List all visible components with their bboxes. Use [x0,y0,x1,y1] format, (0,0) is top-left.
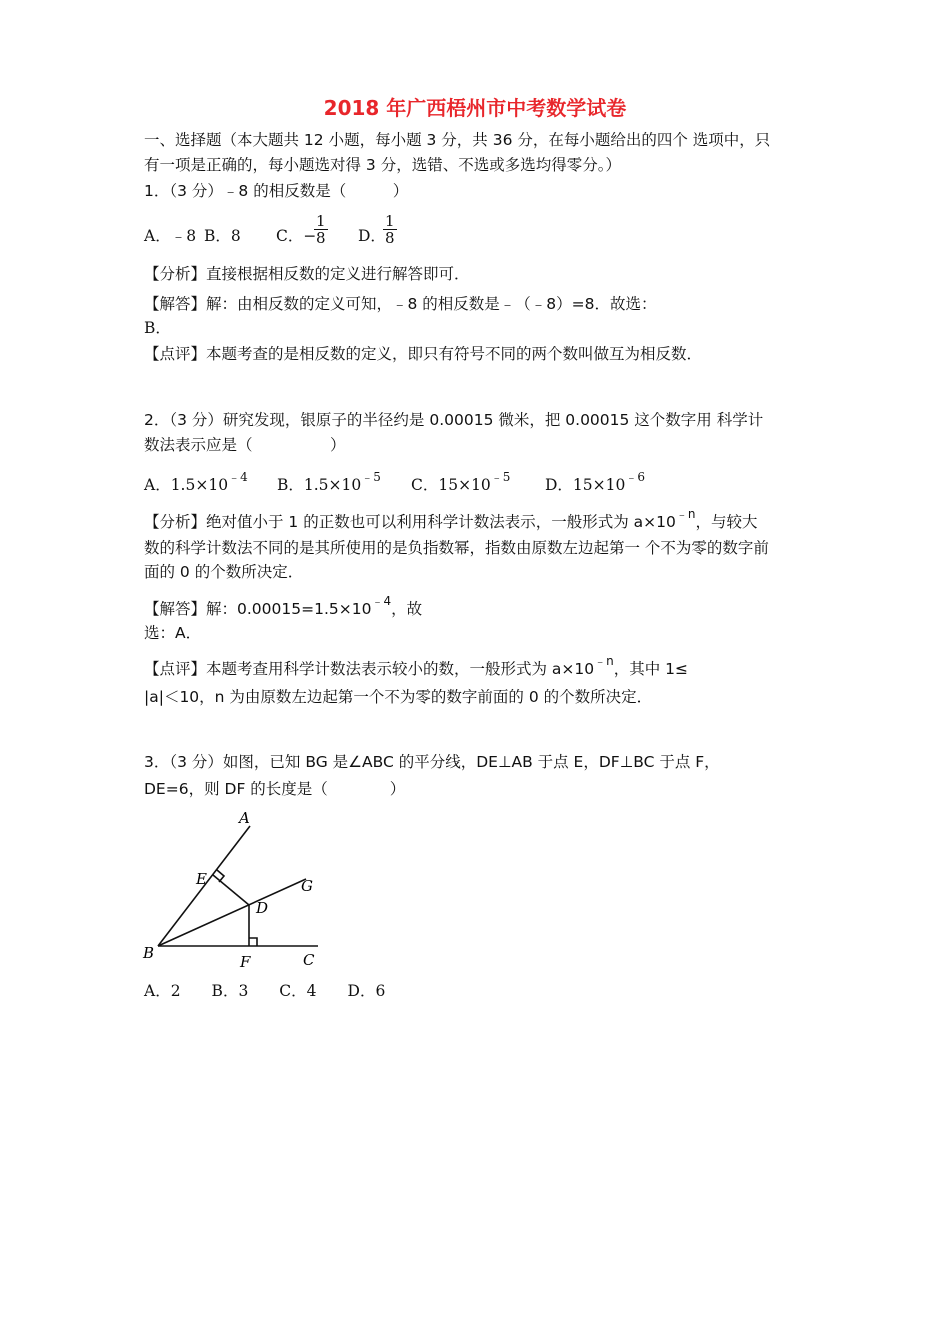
q1-option-c-denominator: 8 [316,229,326,247]
q1-option-d-denominator: 8 [385,229,395,247]
q2-analysis-line3: 面的 0 的个数所决定． [144,563,304,581]
q2-option-a-exponent: ﹣4 [228,470,248,484]
q2-option-c-exponent: ﹣5 [490,470,511,484]
page-title: 2018 年广西梧州市中考数学试卷 [323,96,627,120]
q1-answer-end: B． [144,319,171,337]
q2-comment-line1-end: ，其中 1≤ [613,660,689,678]
q2-analysis-exponent: ﹣n [675,507,696,521]
q2-option-b-exponent: ﹣5 [361,470,381,484]
q2-option-d-base: D．15×10 [545,476,626,494]
q2-analysis-line2: 数的科学计数法不同的是其所使用的是负指数幂，指数由原数左边起第一 个不为零的数字前 [144,539,769,557]
ray-bg [158,879,306,946]
label-c: C [303,951,315,969]
label-g: G [301,877,313,895]
q3-options: A．2 B．3 C．4 D．6 [144,982,386,1000]
q2-option-a-base: A．1.5×10 [144,476,229,494]
q2-comment-line2: |a|＜10，n 为由原数左边起第一个不为零的数字前面的 0 的个数所决定． [144,688,653,706]
q1-answer: 【解答】解：由相反数的定义可知，﹣8 的相反数是﹣（﹣8）=8．故选： [144,295,657,313]
q2-option-c-base: C．15×10 [411,476,491,494]
q2-comment-exponent: ﹣n [594,654,614,668]
q2-option-b-base: B．1.5×10 [277,476,362,494]
q1-option-d-numerator: 1 [385,212,395,230]
q2-analysis-line1-end: ，与较大 [695,513,758,531]
label-d: D [256,899,269,917]
q1-option-a: A．﹣8 [144,227,197,245]
q1-option-c-sign: − [303,227,317,245]
q1-option-c-label: C． [276,227,304,245]
q2-answer-line1-end: ，故 [391,600,423,618]
section-header-line2: 有一项是正确的，每小题选对得 3 分，选错、不选或多选均得零分。） [144,156,621,174]
segment-de [213,875,249,905]
q2-answer-line1-text: 【解答】解：0.00015=1.5×10 [144,600,372,618]
q3-stem-line1: 3．（3 分）如图，已知 BG 是∠ABC 的平分线，DE⊥AB 于点 E，DF⊥BC 于点 F， [144,753,720,771]
q1-analysis: 【分析】直接根据相反数的定义进行解答即可． [144,265,470,283]
q2-answer-line2: 选：A． [144,624,202,642]
q2-stem-line2: 数法表示应是（ ） [144,436,346,454]
q1-option-d: D． [358,227,386,245]
q1-stem: 1．（3 分）﹣8 的相反数是（ ） [144,182,409,200]
q1-option-c-numerator: 1 [316,212,326,230]
section-header-line1: 一、选择题（本大题共 12 小题，每小题 3 分，共 36 分，在每小题给出的四个 选项中，只 [144,131,771,149]
label-e: E [196,870,207,888]
right-angle-mark-f [249,938,257,946]
q2-analysis-line1-text: 【分析】绝对值小于 1 的正数也可以利用科学计数法表示，一般形式为 a×10 [144,513,676,531]
q1-comment: 【点评】本题考查的是相反数的定义，即只有符号不同的两个数叫做互为相反数． [144,345,703,363]
q2-comment-line1-text: 【点评】本题考查用科学计数法表示较小的数，一般形式为 a×10 [144,660,595,678]
q3-stem-line2: DE=6，则 DF 的长度是（ ） [144,780,406,798]
label-b: B [143,944,155,962]
label-f: F [240,953,251,971]
q1-option-b: B．8 [204,227,241,245]
q2-option-d-exponent: ﹣6 [625,470,646,484]
label-a: A [239,809,250,827]
q2-stem-line1: 2．（3 分）研究发现，银原子的半径约是 0.00015 微米，把 0.00015 这个数字用 科学计 [144,411,764,429]
q2-answer-exponent: ﹣4 [371,594,392,608]
